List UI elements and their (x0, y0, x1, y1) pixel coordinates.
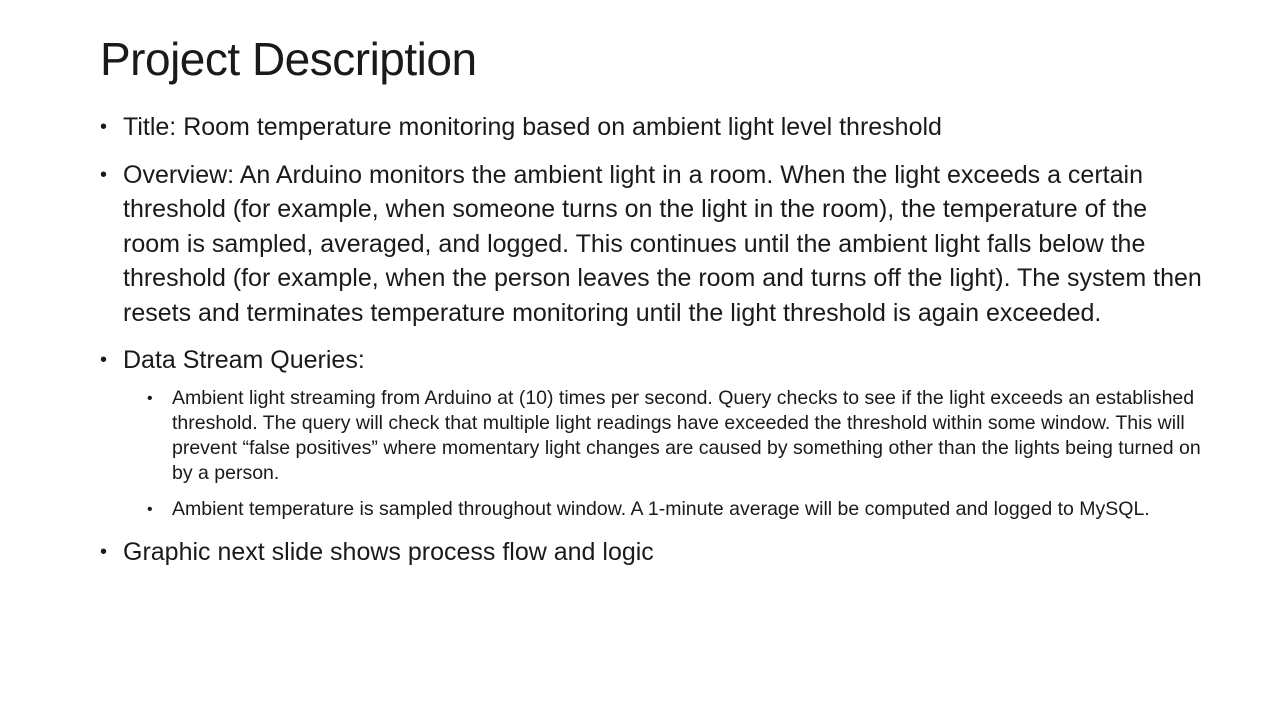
bullet-overview: • Overview: An Arduino monitors the ambient light in a room. When the light exceeds a certain threshold (for example, when someone turns on the light in the room), the temperature of the room is sampled, averaged, and logged. This continues until the ambient light falls below the threshold (for example, when the person leaves the room and turns off the light). The system then resets and terminates temperature monitoring until the light threshold is again exceeded. (100, 158, 1210, 331)
bullet-data-stream-queries (100, 343, 1210, 522)
slide-title: Project Description (100, 33, 477, 85)
slide-body (100, 110, 1210, 582)
sub-bullet-list (123, 386, 1210, 522)
sub-bullet-ambient-temperature: • Ambient temperature is sampled throughout window. A 1-minute average will be computed and logged to MySQL. (123, 497, 1210, 522)
bullet-title: • Title: Room temperature monitoring based on ambient light level threshold (100, 110, 1210, 145)
bullet-graphic-next-slide: • Graphic next slide shows process flow and logic (100, 535, 1210, 570)
bullet-data-stream-queries-label: Data Stream Queries: (123, 346, 365, 374)
bullet-list (100, 110, 1210, 569)
sub-bullet-ambient-light: • Ambient light streaming from Arduino at (10) times per second. Query checks to see if the light exceeds an established threshold. The query will check that multiple light readings have exceeded the threshold within some window. This will prevent “false positives” where momentary light changes are caused by something other than the lights being turned on by a person. (123, 386, 1210, 486)
